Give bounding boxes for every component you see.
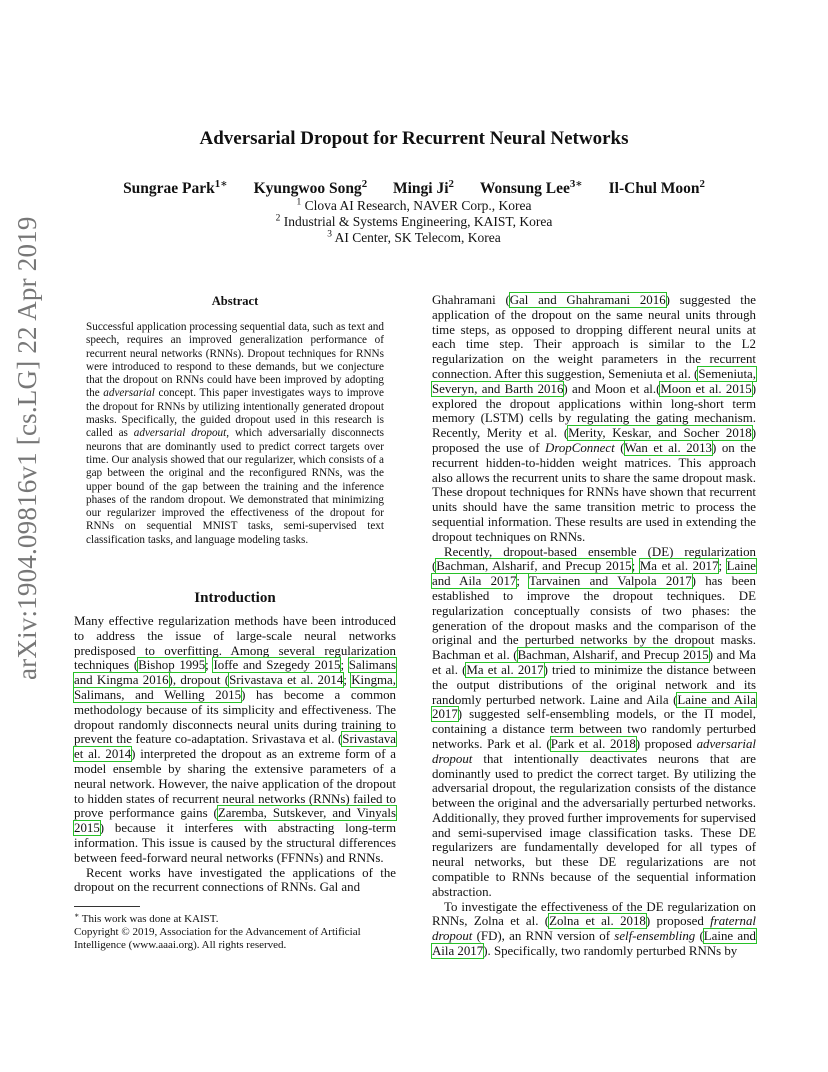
text-run: ) suggested the application of the dropout on the same neural units through time steps, as opposed to dropping different neural units at each time step. Their approach is similar to the L2 regularization on the weight parameters in the recurrent connection. After this suggestion, Semeniuta et al. ( (432, 293, 756, 381)
text-run: ; (718, 559, 727, 574)
introduction-body (74, 614, 396, 895)
citation-link[interactable]: Merity, Keskar, and Socher 2018 (568, 426, 752, 441)
abstract-body (86, 321, 384, 547)
text-run: ) proposed (645, 914, 711, 929)
footnote-divider (74, 906, 140, 907)
text-run: concept. This paper investigates ways to improve the dropout for RNNs by utilizing intentionally generated dropout masks. Specifically, the guided dropout used in this research is called as (86, 387, 384, 440)
citation-link[interactable]: Laine and Aila 2017 (432, 559, 756, 589)
affiliation: $^1$ Clova AI Research, NAVER Corp., Korea (296, 197, 532, 213)
citation-link[interactable]: Zaremba, Sutskever, and Vinyals 2015 (74, 806, 396, 836)
author-list (0, 177, 828, 198)
paragraph (432, 545, 756, 900)
citation-link[interactable]: Gal and Ghahramani 2016 (509, 293, 666, 307)
author: Il-Chul Moon$^2$ (608, 177, 705, 197)
citation-link[interactable]: Wan et al. 2013 (624, 440, 713, 455)
citation-link[interactable]: Salimans and Kingma 2016 (74, 658, 397, 688)
citation-link[interactable]: Zolna et al. 2018 (549, 914, 646, 929)
affiliation: $^3$ AI Center, SK Telecom, Korea (327, 229, 501, 245)
emphasis-text: fraternal dropout (432, 914, 756, 944)
text-run: ) and Ma et al. ( (432, 648, 756, 677)
citation-link[interactable]: Ma et al. 2017 (466, 662, 544, 677)
citation-link[interactable]: Srivastava et al. 2014 (74, 732, 396, 762)
citation-link[interactable]: Bachman, Alsharif, and Precup 2015 (436, 559, 632, 574)
citation-link[interactable]: Moon et al. 2015 (660, 381, 752, 396)
emphasis-text: DropConnect (545, 440, 615, 455)
text-run: ) has been established to improve the dropout techniques. DE regularization conceptually consists of two phases: the generation of the dropout masks and the comparison of the original and the perturbed networks by the dropout masks. Bachman et al. ( (432, 574, 756, 663)
text-run: ; (205, 658, 214, 673)
text-run: ; (340, 658, 349, 673)
text-run: Many effective regularization methods have been introduced to address the issue of large-scale neural networks predisposed to overfitting. Among several regularization techniques ( (74, 614, 396, 673)
abstract-heading: Abstract (211, 294, 259, 308)
citation-link[interactable]: Park et al. 2018 (550, 736, 636, 751)
citation-link[interactable]: Bachman, Alsharif, and Precup 2015 (517, 648, 709, 663)
paragraph (74, 614, 396, 866)
text-run: ) and Moon et al.( (563, 381, 661, 396)
text-run: ) has become a common methodology because of its simplicity and effectiveness. The dropout randomly disconnects neural units during training to prevent the feature co-adaptation. Srivastava et al. ( (74, 687, 397, 747)
text-run: Successful application processing sequential data, such as text and speech, requires an improved generalization performance of recurrent neural networks (RNNs). Dropout techniques for RNNs were introduced to respond to these demands, but we conjecture that the dropout on RNNs could have been improved by adopting the (86, 321, 384, 400)
citation-link[interactable]: Kingma, Salimans, and Welling 2015 (74, 673, 396, 702)
text-run: ) tried to minimize the distance between the output distributions of the original network and its randomly perturbed network. Laine and Aila ( (432, 662, 756, 707)
author: Kyungwoo Song$^2$ (253, 177, 368, 197)
text-run: ; (343, 673, 352, 688)
text-run: that intentionally deactivates neurons that are dominantly used to predict the correct target. By utilizing the adversarial dropout, the regularization consists of the distance between the original and the adversarially perturbed networks. Additionally, they proved further improvements for supervised and semi-supervised image classification tasks. These DE regularizers are fundamentally developed for all types of neural networks, but these DE regularizations are not compatible to RNNs because of the sequential information abstraction. (432, 751, 756, 899)
text-run: ; (631, 559, 640, 574)
citation-link[interactable]: Laine and Aila 2017 (432, 929, 756, 959)
text-run: ; (516, 574, 529, 589)
text-run: ) proposed (635, 736, 697, 751)
emphasis-text: self-ensembling (614, 929, 696, 944)
copyright-notice: Copyright © 2019, Association for the Advancement of Artificial Intelligence (www.aaai.org). All rights reserved. (74, 926, 361, 952)
paragraph (74, 866, 396, 896)
citation-link[interactable]: Laine and Aila 2017 (432, 692, 757, 722)
author: Sungrae Park$^{1∗}$ (123, 177, 228, 197)
citation-link[interactable]: Tarvainen and Valpola 2017 (529, 574, 692, 589)
text-run: ) because it interferes with abstracting long-term information. This issue is caused by the structural differences between feed-forward neural networks (FFNNs) and RNNs. (74, 821, 396, 865)
text-run: (FD), an RNN version of (472, 929, 615, 944)
emphasis-text: adversarial dropout (133, 427, 227, 440)
paper-title: Adversarial Dropout for Recurrent Neural Networks (199, 128, 629, 149)
right-column-body (432, 293, 756, 959)
citation-link[interactable]: Ioffe and Szegedy 2015 (213, 658, 341, 673)
text-run: Recently, dropout-based ensemble (DE) regularization ( (432, 544, 756, 574)
text-run: ( (614, 440, 625, 455)
text-run: ). Specifically, two randomly perturbed RNNs by (483, 944, 738, 959)
arxiv-identifier: arXiv:1904.09816v1 [cs.LG] 22 Apr 2019 (12, 216, 42, 680)
footnote: ∗ This work was done at KAIST. (74, 910, 219, 925)
text-run: ) proposed the use of (432, 426, 757, 455)
text-run: Ghahramani ( (432, 293, 510, 307)
citation-link[interactable]: Bishop 1995 (138, 658, 206, 673)
paragraph (432, 900, 756, 959)
section-heading-introduction: Introduction (194, 590, 276, 606)
emphasis-text: adversarial (103, 387, 155, 400)
author: Mingi Ji$^2$ (392, 177, 454, 197)
citation-link[interactable]: Ma et al. 2017 (639, 559, 719, 574)
citation-link[interactable]: Semeniuta, Severyn, and Barth 2016 (432, 366, 756, 396)
paragraph (432, 293, 756, 545)
text-run: ), dropout ( (168, 673, 230, 688)
author: Wonsung Lee$^{3∗}$ (479, 177, 583, 197)
text-run: ) explored the dropout applications within long-short term memory (LSTM) cells by regulating the gating mechanism. Recently, Merity et al. ( (432, 381, 756, 441)
text-run: ) interpreted the dropout as an extreme form of a model ensemble by sharing the extensive parameters of a neural network. However, the naive application of the dropout to hidden states of recurrent neural networks (RNNs) failed to prove performance gains ( (74, 747, 396, 821)
emphasis-text: adversarial dropout (432, 736, 756, 766)
citation-link[interactable]: Srivastava et al. 2014 (229, 673, 344, 688)
text-run: ) suggested self-ensembling models, or the Π model, containing a distance term between two randomly perturbed networks. Park et al. ( (432, 707, 756, 751)
text-run: ( (695, 929, 704, 944)
text-run: ) on the recurrent hidden-to-hidden weight matrices. This approach also allows the recurrent units to share the same dropout mask. These dropout techniques for RNNs have shown that recurrent units should have the same transition metric to process the sequential information. These results are used in extending the dropout techniques on RNNs. (432, 440, 756, 544)
text-run: , which adversarially disconnects neurons that are dominantly used to predict correct targets over time. Our analysis showed that our regularizer, which consists of a gap between the original and the reconfigured RNNs, was the upper bound of the gap between the training and the inference phases of the random dropout. We demonstrated that minimizing our regularizer improved the effectiveness of the dropout for RNNs on sequential MNIST tasks, semi-supervised text classification tasks, and language modeling tasks. (86, 427, 384, 546)
affiliation: $^2$ Industrial & Systems Engineering, KAIST, Korea (275, 213, 553, 229)
text-run: Recent works have investigated the applications of the dropout on the recurrent connections of RNNs. Gal and (74, 865, 396, 895)
text-run: To investigate the effectiveness of the DE regularization on RNNs, Zolna et al. ( (432, 899, 756, 929)
footnotes (74, 910, 396, 953)
